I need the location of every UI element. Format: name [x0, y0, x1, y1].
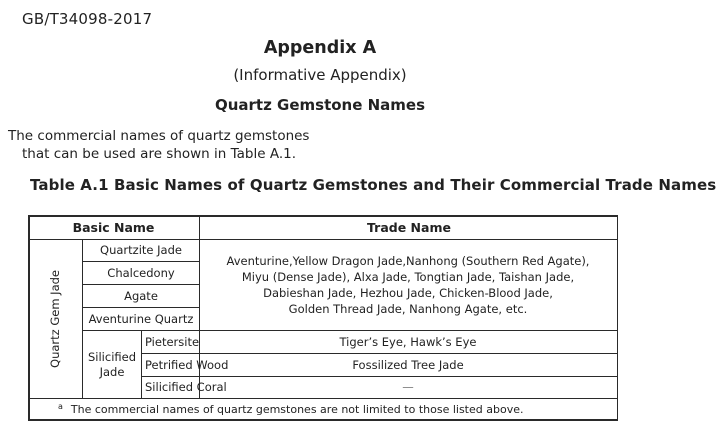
- silicified-label-line: Jade: [99, 364, 125, 379]
- basic-name-pietersite: Pietersite: [145, 334, 200, 349]
- trade-line: Miyu (Dense Jade), Alxa Jade, Tongtian Jade, Taishan Jade,: [241, 270, 575, 284]
- silicified-label-line: Silicified: [87, 349, 137, 364]
- basic-name-aventurine-quartz: Aventurine Quartz: [88, 311, 194, 326]
- basic-name-quartzite-jade: Quartzite Jade: [100, 242, 182, 257]
- group-label: Quartz Gem Jade: [47, 270, 62, 368]
- trade-name-pietersite: Tiger’s Eye, Hawk’s Eye: [339, 334, 477, 349]
- table-title: Table A.1 Basic Names of Quartz Gemstones and Their Commercial Trade Names: [30, 176, 716, 194]
- header-basic-name: Basic Name: [72, 219, 155, 235]
- note-text: The commercial names of quartz gemstones are not limited to those listed above.: [70, 402, 524, 416]
- table-note: [28, 399, 618, 419]
- appendix-title: Appendix A: [263, 38, 377, 58]
- intro-text-line-1: The commercial names of quartz gemstones: [8, 128, 310, 144]
- basic-name-agate: Agate: [124, 288, 158, 303]
- trade-name-petrified-wood: Fossilized Tree Jade: [352, 357, 464, 372]
- basic-name-chalcedony: Chalcedony: [107, 265, 175, 280]
- trade-names-main: [200, 240, 616, 330]
- table-border-bottom: [28, 419, 618, 421]
- intro-text-line-2: that can be used are shown in Table A.1.: [22, 146, 297, 162]
- appendix-subtitle: (Informative Appendix): [233, 66, 407, 84]
- trade-line: Dabieshan Jade, Hezhou Jade, Chicken-Blood Jade,: [263, 286, 553, 300]
- header-trade-name: Trade Name: [367, 219, 451, 235]
- table-border-right: [617, 215, 619, 420]
- standard-number: GB/T34098-2017: [22, 10, 153, 28]
- trade-line: Golden Thread Jade, Nanhong Agate, etc.: [288, 302, 528, 316]
- trade-name-silicified-coral: —: [402, 380, 414, 394]
- quartz-names-table: [28, 215, 618, 420]
- section-title: Quartz Gemstone Names: [214, 96, 426, 114]
- basic-name-silicified-coral: Silicified Coral: [145, 380, 227, 394]
- group-label-cell: [28, 240, 82, 398]
- trade-line: Aventurine,Yellow Dragon Jade,Nanhong (Southern Red Agate),: [226, 254, 590, 268]
- basic-name-petrified-wood: Petrified Wood: [145, 357, 229, 372]
- note-marker: a: [58, 401, 63, 411]
- silicified-jade-label: [83, 331, 141, 398]
